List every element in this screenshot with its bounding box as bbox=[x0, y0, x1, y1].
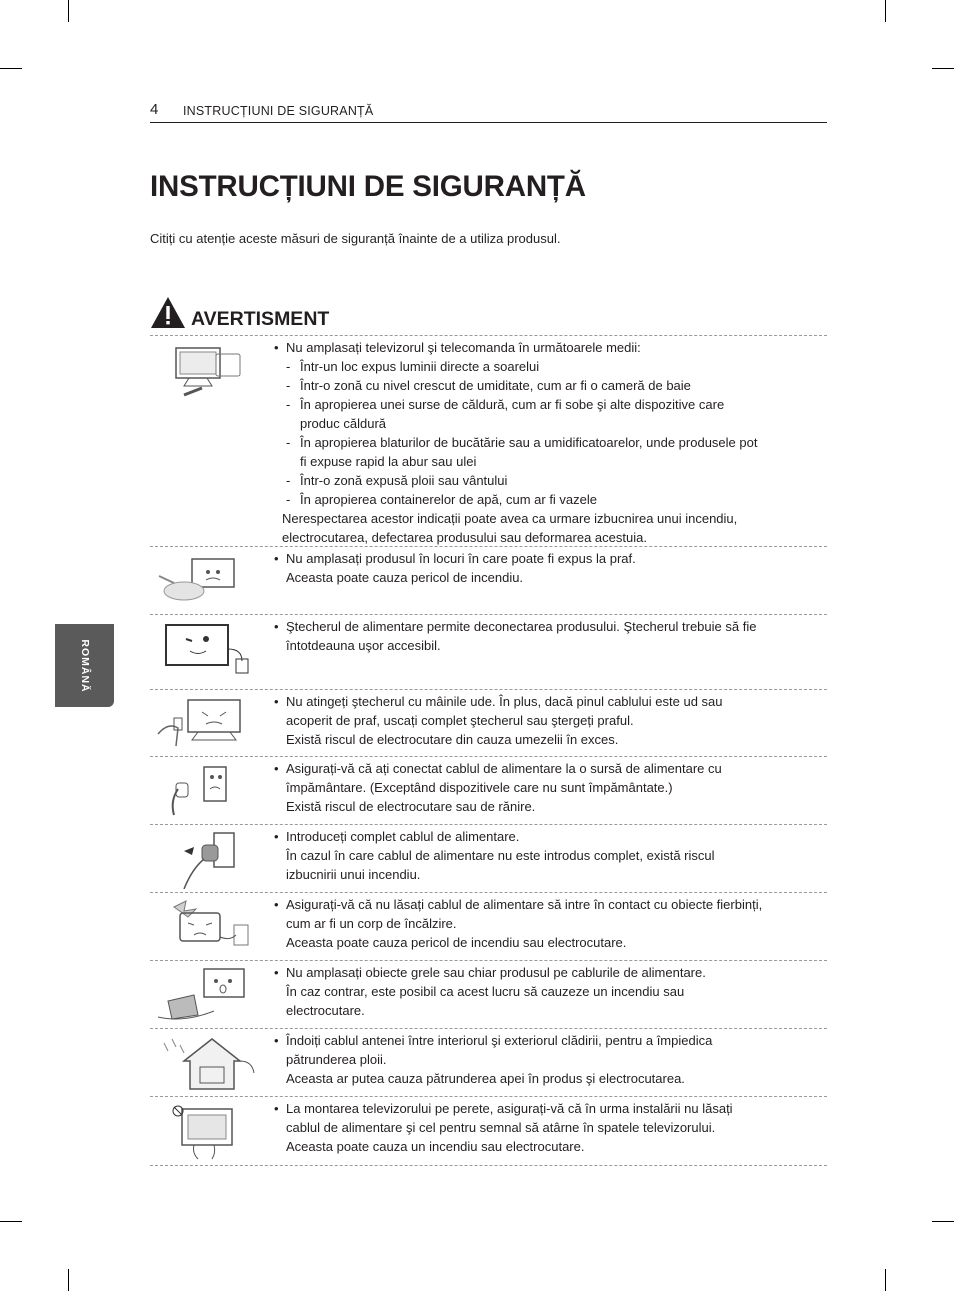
antenna-house-illustration bbox=[154, 1033, 264, 1093]
row-line: pătrunderea ploii. bbox=[286, 1052, 387, 1067]
row-line: izbucnirii unui incendiu. bbox=[286, 867, 421, 882]
safety-row bbox=[150, 824, 827, 893]
safety-row-text bbox=[272, 617, 822, 655]
row-dash-continuation: produc căldură bbox=[300, 416, 386, 431]
row-line: Există riscul de electrocutare din cauza umezelii în exces. bbox=[286, 732, 619, 747]
crop-mark bbox=[932, 68, 954, 69]
safety-row bbox=[150, 335, 827, 547]
row-line: cablul de alimentare şi cel pentru semnal să atârne în spatele televizorului. bbox=[286, 1120, 716, 1135]
safety-row bbox=[150, 960, 827, 1029]
intro-text: Citiți cu atenție aceste măsuri de siguranță înainte de a utiliza produsul. bbox=[150, 231, 561, 246]
safety-row-text bbox=[272, 1099, 822, 1156]
row-bullet: • La montarea televizorului pe perete, asigurați-vă că în urma instalării nu lăsați bbox=[272, 1099, 822, 1118]
safety-row bbox=[150, 1028, 827, 1097]
safety-row bbox=[150, 892, 827, 961]
row-bullet: • Asigurați-vă că nu lăsați cablul de alimentare să intre în contact cu obiecte fierbinți, bbox=[272, 895, 822, 914]
row-dash-item: - Într-o zonă expusă ploii sau vântului bbox=[272, 471, 822, 490]
row-note: electrocutarea, defectarea produsului sau deformarea acestuia. bbox=[282, 530, 647, 545]
dust-illustration bbox=[154, 551, 264, 611]
row-line: Aceasta poate cauza un incendiu sau electrocutare. bbox=[286, 1139, 585, 1154]
page-number: 4 bbox=[150, 101, 159, 118]
row-line: întotdeauna uşor accesibil. bbox=[286, 638, 441, 653]
row-line: În caz contrar, este posibil ca acest lucru să cauzeze un incendiu sau bbox=[286, 984, 685, 999]
row-line: În cazul în care cablul de alimentare nu este introdus complet, există riscul bbox=[286, 848, 715, 863]
heater-cable-illustration bbox=[154, 897, 264, 957]
safety-row-text bbox=[272, 338, 822, 547]
row-dash-continuation: fi expuse rapid la abur sau ulei bbox=[300, 454, 477, 469]
row-line: Aceasta poate cauza pericol de incendiu. bbox=[286, 570, 524, 585]
row-line: electrocutare. bbox=[286, 1003, 365, 1018]
safety-row-text bbox=[272, 963, 822, 1020]
row-line: Aceasta poate cauza pericol de incendiu sau electrocutare. bbox=[286, 935, 627, 950]
row-bullet: • Nu atingeți ştecherul cu mâinile ude. În plus, dacă pinul cablului este ud sau bbox=[272, 692, 822, 711]
crop-mark bbox=[68, 1269, 69, 1291]
safety-row-text bbox=[272, 827, 822, 884]
tv-environment-illustration bbox=[154, 340, 264, 400]
row-dash-item: - Într-un loc expus luminii directe a soarelui bbox=[272, 357, 822, 376]
crop-mark bbox=[0, 68, 22, 69]
heavy-object-illustration bbox=[154, 965, 264, 1025]
row-bullet: • Îndoiți cablul antenei între interiorul şi exteriorul clădirii, pentru a împiedica bbox=[272, 1031, 822, 1050]
safety-row-text bbox=[272, 549, 822, 587]
row-line: acoperit de praf, uscați complet ştecherul sau ştergeți praful. bbox=[286, 713, 634, 728]
warning-label: AVERTISMENT bbox=[191, 308, 330, 330]
row-bullet: • Ştecherul de alimentare permite deconectarea produsului. Ştecherul trebuie să fie bbox=[272, 617, 822, 636]
crop-mark bbox=[885, 0, 886, 22]
insert-plug-illustration bbox=[154, 829, 264, 889]
crop-mark bbox=[0, 1221, 22, 1222]
row-line: Aceasta ar putea cauza pătrunderea apei în produs şi electrocutarea. bbox=[286, 1071, 685, 1086]
row-line: împământare. (Exceptând dispozitivele care nu sunt împământate.) bbox=[286, 780, 673, 795]
crop-mark bbox=[68, 0, 69, 22]
wet-hands-illustration bbox=[154, 694, 264, 754]
safety-row bbox=[150, 1096, 827, 1166]
warning-heading bbox=[150, 296, 830, 332]
row-line: Există riscul de electrocutare sau de rănire. bbox=[286, 799, 536, 814]
safety-row bbox=[150, 614, 827, 690]
safety-row-text bbox=[272, 692, 822, 749]
safety-row-text bbox=[272, 759, 822, 816]
row-note: Nerespectarea acestor indicații poate avea ca urmare izbucnirea unui incendiu, bbox=[282, 511, 738, 526]
row-bullet: • Nu amplasați produsul în locuri în care poate fi expus la praf. bbox=[272, 549, 822, 568]
wall-mount-cable-illustration bbox=[154, 1101, 264, 1161]
safety-row-text bbox=[272, 895, 822, 952]
row-bullet: • Introduceți complet cablul de alimentare. bbox=[272, 827, 822, 846]
plug-access-illustration bbox=[154, 619, 264, 679]
running-head-title: INSTRUCȚIUNI DE SIGURANȚĂ bbox=[183, 104, 374, 118]
language-tab bbox=[55, 624, 114, 707]
row-bullet: • Nu amplasați obiecte grele sau chiar produsul pe cablurile de alimentare. bbox=[272, 963, 822, 982]
running-header bbox=[150, 100, 827, 123]
row-bullet: • Asigurați-vă că ați conectat cablul de alimentare la o sursă de alimentare cu bbox=[272, 759, 822, 778]
row-line: cum ar fi un corp de încălzire. bbox=[286, 916, 457, 931]
crop-mark bbox=[885, 1269, 886, 1291]
page-title: INSTRUCȚIUNI DE SIGURANȚĂ bbox=[150, 170, 586, 203]
grounded-outlet-illustration bbox=[154, 761, 264, 821]
safety-row bbox=[150, 546, 827, 615]
safety-row bbox=[150, 756, 827, 825]
crop-mark bbox=[932, 1221, 954, 1222]
warning-triangle-icon bbox=[150, 296, 186, 329]
safety-row-text bbox=[272, 1031, 822, 1088]
row-bullet: • Nu amplasați televizorul şi telecomanda în următoarele medii: bbox=[272, 338, 822, 357]
safety-row bbox=[150, 689, 827, 757]
row-dash-item: - În apropierea unei surse de căldură, cum ar fi sobe şi alte dispozitive care bbox=[272, 395, 822, 414]
row-dash-item: - Într-o zonă cu nivel crescut de umiditate, cum ar fi o cameră de baie bbox=[272, 376, 822, 395]
row-dash-item: - În apropierea containerelor de apă, cum ar fi vazele bbox=[272, 490, 822, 509]
row-dash-item: - În apropierea blaturilor de bucătărie sau a umidificatoarelor, unde produsele pot bbox=[272, 433, 822, 452]
language-tab-label: ROMÂNĂ bbox=[78, 638, 91, 693]
